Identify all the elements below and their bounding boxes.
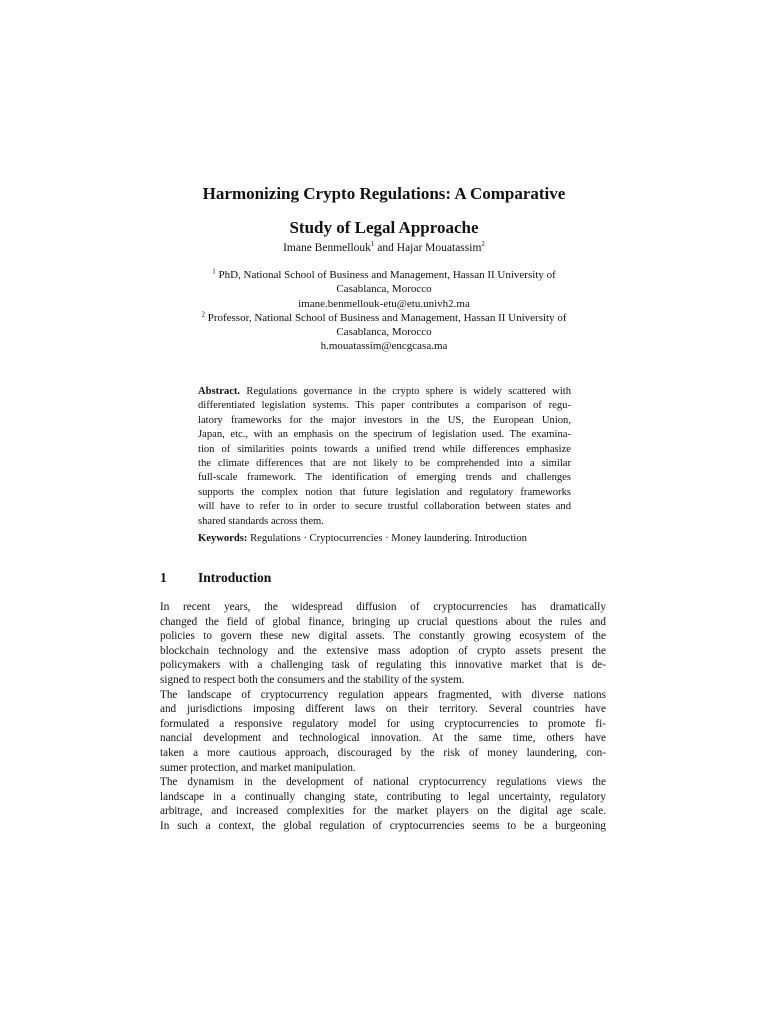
affiliation-mark: 1 [370,240,375,249]
abstract-label: Abstract. [198,386,241,397]
keywords [198,532,571,546]
author-email: imane.benmellouk-etu@etu.univh2.ma [298,297,470,310]
affiliation-text: Professor, National School of Business and Management, Hassan II University of [204,311,567,324]
title-line-1: Harmonizing Crypto Regulations: A Comparative [202,184,566,203]
author-separator: and [374,242,397,254]
section-heading [160,569,271,587]
abstract-line: will have to refer to in order to secure trustful collaboration between states and [198,501,571,513]
author-name: Hajar Mouatassim [396,242,482,254]
body-line: taken a more cautious approach, discouraged by the risk of money laundering, con- [160,746,606,759]
affiliations [184,268,584,354]
abstract-line: differentiated legislation systems. This paper contributes a comparison of regu- [198,400,571,412]
body-line: nancial development and technological innovation. At the same time, others have [160,732,606,745]
affiliation-mark: 2 [201,310,205,319]
body-line: In recent years, the widespread diffusion of cryptocurrencies has dramatically [160,601,606,613]
body-text [160,600,606,834]
body-line: policymakers with a challenging task of regulating this innovative market that is de- [160,659,606,672]
body-line: arbitrage, and increased complexities for the market players on the digital age scale. [160,805,606,818]
affiliation-line: Casablanca, Morocco [336,326,432,339]
abstract-line: latory frameworks for the major investors in the US, the European Union, [198,414,571,426]
affiliation-line: Casablanca, Morocco [336,283,432,296]
body-line: landscape in a continually changing state, contributing to legal uncertainty, regulatory [160,790,606,803]
affiliation-line [184,268,584,282]
author-list [150,241,618,255]
title-line-2: Study of Legal Approache [289,218,479,237]
body-line: The landscape of cryptocurrency regulation appears fragmented, with diverse nations [160,688,606,701]
section-number: 1 [160,570,167,585]
body-line: changed the field of global finance, bringing up crucial questions about the rules and [160,615,606,628]
abstract-text: Regulations governance in the crypto sphere is widely scattered with [240,386,571,397]
keywords-label: Keywords: [198,533,248,544]
body-line: formulated a responsive regulatory model for using cryptocurrencies to promote fi- [160,717,606,730]
body-line: sumer protection, and market manipulation. [160,761,356,774]
abstract-line: supports the complex notion that future legislation and regulatory frameworks [198,486,571,498]
abstract-line: tion of similarities points towards a unified trend while differences emphasize [198,443,571,455]
body-line: policies to govern these new digital assets. The constantly growing ecosystem of the [160,630,606,643]
author-name: Imane Benmellouk [283,242,371,254]
body-line: and jurisdictions imposing different laws on their territory. Several countries have [160,703,606,716]
affiliation-mark: 2 [481,240,485,249]
affiliation-line [184,311,584,325]
abstract-line: the climate differences that are not likely to be comprehended into a similar [198,457,571,469]
section-title: Introduction [198,570,272,585]
paper-title [150,177,618,245]
keywords-text: Regulations · Cryptocurrencies · Money laundering. Introduction [247,533,527,544]
body-line: signed to respect both the consumers and the stability of the system. [160,673,465,686]
affiliation-mark: 1 [212,267,216,276]
abstract [198,385,571,529]
body-line: In such a context, the global regulation of cryptocurrencies seems to be a burgeoning [160,819,606,832]
abstract-line: Japan, etc., with an emphasis on the spectrum of legislation used. The examina- [198,429,571,441]
abstract-line: full-scale framework. The identification of emerging trends and challenges [198,472,571,484]
affiliation-text: PhD, National School of Business and Management, Hassan II University of [215,269,556,281]
abstract-line [198,385,571,399]
abstract-line: shared standards across them. [198,515,324,527]
body-line: blockchain technology and the extensive mass adoption of crypto assets present the [160,644,606,657]
author-email: h.mouatassim@encgcasa.ma [320,340,448,353]
body-line: The dynamism in the development of national cryptocurrency regulations views the [160,776,606,789]
